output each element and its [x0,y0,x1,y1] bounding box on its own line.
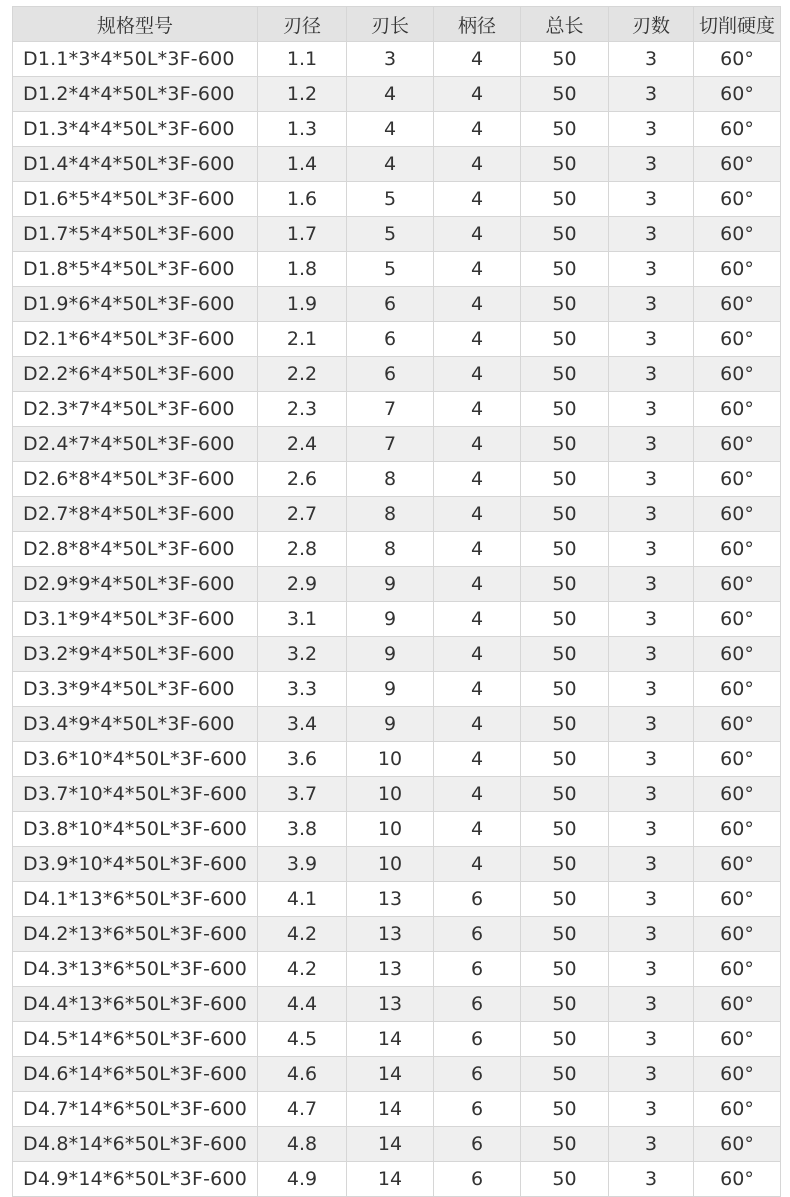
cutting-hardness-cell: 60° [694,1022,781,1057]
table-row [13,532,781,567]
blade-length-cell: 8 [347,532,434,567]
blade-diameter-cell: 3.7 [258,777,347,812]
cutting-hardness-cell: 60° [694,287,781,322]
cutting-hardness-cell: 60° [694,392,781,427]
flute-count-cell: 3 [609,847,694,882]
flute-count-cell: 3 [609,1057,694,1092]
blade-diameter-cell: 2.1 [258,322,347,357]
table-body [13,42,781,1197]
cutting-hardness-cell: 60° [694,1092,781,1127]
flute-count-cell: 3 [609,742,694,777]
cutting-hardness-cell: 60° [694,987,781,1022]
shank-diameter-cell: 6 [434,987,521,1022]
total-length-cell: 50 [521,882,609,917]
cutting-hardness-cell: 60° [694,672,781,707]
model-cell: D1.3*4*4*50L*3F-600 [13,112,258,147]
total-length-cell: 50 [521,287,609,322]
blade-diameter-cell: 3.6 [258,742,347,777]
total-length-cell: 50 [521,847,609,882]
total-length-cell: 50 [521,1092,609,1127]
cutting-hardness-cell: 60° [694,182,781,217]
table-row [13,462,781,497]
cutting-hardness-cell: 60° [694,252,781,287]
table-row [13,322,781,357]
flute-count-cell: 3 [609,392,694,427]
model-cell: D4.8*14*6*50L*3F-600 [13,1127,258,1162]
blade-diameter-cell: 2.8 [258,532,347,567]
flute-count-cell: 3 [609,112,694,147]
total-length-cell: 50 [521,497,609,532]
blade-diameter-cell: 2.3 [258,392,347,427]
blade-length-cell: 13 [347,882,434,917]
flute-count-cell: 3 [609,882,694,917]
blade-length-cell: 6 [347,287,434,322]
table-row [13,952,781,987]
flute-count-cell: 3 [609,987,694,1022]
model-cell: D2.1*6*4*50L*3F-600 [13,322,258,357]
cutting-hardness-cell: 60° [694,847,781,882]
flute-count-cell: 3 [609,1092,694,1127]
shank-diameter-cell: 4 [434,462,521,497]
model-cell: D2.9*9*4*50L*3F-600 [13,567,258,602]
shank-diameter-cell: 4 [434,672,521,707]
total-length-cell: 50 [521,147,609,182]
model-cell: D4.3*13*6*50L*3F-600 [13,952,258,987]
table-row [13,567,781,602]
shank-diameter-cell: 6 [434,1162,521,1197]
blade-diameter-cell: 1.7 [258,217,347,252]
blade-diameter-cell: 4.2 [258,952,347,987]
table-row [13,1022,781,1057]
flute-count-cell: 3 [609,217,694,252]
total-length-cell: 50 [521,602,609,637]
blade-length-cell: 7 [347,427,434,462]
blade-diameter-cell: 1.3 [258,112,347,147]
blade-diameter-cell: 2.9 [258,567,347,602]
table-row [13,1162,781,1197]
blade-diameter-cell: 4.9 [258,1162,347,1197]
blade-length-cell: 5 [347,252,434,287]
flute-count-cell: 3 [609,462,694,497]
cutting-hardness-cell: 60° [694,567,781,602]
cutting-hardness-cell: 60° [694,217,781,252]
total-length-cell: 50 [521,777,609,812]
cutting-hardness-cell: 60° [694,777,781,812]
cutting-hardness-cell: 60° [694,497,781,532]
flute-count-cell: 3 [609,322,694,357]
flute-count-cell: 3 [609,917,694,952]
shank-diameter-cell: 4 [434,777,521,812]
table-row [13,42,781,77]
table-row [13,182,781,217]
cutting-hardness-cell: 60° [694,917,781,952]
spec-table [12,6,781,1197]
shank-diameter-cell: 4 [434,42,521,77]
model-cell: D3.6*10*4*50L*3F-600 [13,742,258,777]
blade-length-cell: 8 [347,497,434,532]
shank-diameter-cell: 6 [434,952,521,987]
shank-diameter-cell: 4 [434,742,521,777]
flute-count-cell: 3 [609,707,694,742]
blade-length-cell: 7 [347,392,434,427]
shank-diameter-cell: 4 [434,427,521,462]
shank-diameter-cell: 4 [434,532,521,567]
total-length-cell: 50 [521,672,609,707]
model-cell: D4.1*13*6*50L*3F-600 [13,882,258,917]
total-length-cell: 50 [521,357,609,392]
model-cell: D2.6*8*4*50L*3F-600 [13,462,258,497]
total-length-cell: 50 [521,322,609,357]
flute-count-cell: 3 [609,637,694,672]
blade-length-cell: 13 [347,987,434,1022]
total-length-cell: 50 [521,1162,609,1197]
blade-diameter-cell: 3.4 [258,707,347,742]
table-row [13,77,781,112]
model-cell: D3.8*10*4*50L*3F-600 [13,812,258,847]
cutting-hardness-cell: 60° [694,637,781,672]
total-length-cell: 50 [521,952,609,987]
total-length-cell: 50 [521,987,609,1022]
table-row [13,602,781,637]
blade-length-cell: 6 [347,322,434,357]
blade-length-cell: 9 [347,567,434,602]
model-cell: D1.7*5*4*50L*3F-600 [13,217,258,252]
flute-count-cell: 3 [609,812,694,847]
shank-diameter-cell: 4 [434,812,521,847]
blade-length-cell: 9 [347,707,434,742]
table-row [13,812,781,847]
flute-count-cell: 3 [609,252,694,287]
table-row [13,427,781,462]
blade-length-cell: 14 [347,1092,434,1127]
header-row [13,7,781,42]
table-row [13,707,781,742]
total-length-cell: 50 [521,182,609,217]
blade-length-cell: 6 [347,357,434,392]
model-cell: D2.7*8*4*50L*3F-600 [13,497,258,532]
flute-count-cell: 3 [609,532,694,567]
shank-diameter-cell: 4 [434,497,521,532]
total-length-cell: 50 [521,77,609,112]
total-length-cell: 50 [521,1127,609,1162]
model-cell: D3.9*10*4*50L*3F-600 [13,847,258,882]
blade-length-cell: 9 [347,672,434,707]
model-cell: D4.6*14*6*50L*3F-600 [13,1057,258,1092]
shank-diameter-cell: 4 [434,357,521,392]
blade-length-cell: 4 [347,147,434,182]
flute-count-cell: 3 [609,287,694,322]
shank-diameter-cell: 6 [434,917,521,952]
blade-length-cell: 10 [347,812,434,847]
blade-length-cell: 10 [347,847,434,882]
shank-diameter-cell: 6 [434,1092,521,1127]
model-cell: D3.7*10*4*50L*3F-600 [13,777,258,812]
total-length-cell: 50 [521,917,609,952]
total-length-cell: 50 [521,742,609,777]
cutting-hardness-cell: 60° [694,602,781,637]
table-header [13,7,781,42]
header-blade-diameter: 刃径 [258,7,347,42]
flute-count-cell: 3 [609,1127,694,1162]
shank-diameter-cell: 4 [434,182,521,217]
blade-length-cell: 4 [347,77,434,112]
flute-count-cell: 3 [609,672,694,707]
cutting-hardness-cell: 60° [694,532,781,567]
shank-diameter-cell: 4 [434,147,521,182]
flute-count-cell: 3 [609,182,694,217]
table-row [13,112,781,147]
table-row [13,252,781,287]
blade-length-cell: 4 [347,112,434,147]
blade-diameter-cell: 4.7 [258,1092,347,1127]
blade-diameter-cell: 4.6 [258,1057,347,1092]
blade-diameter-cell: 1.1 [258,42,347,77]
flute-count-cell: 3 [609,777,694,812]
model-cell: D1.9*6*4*50L*3F-600 [13,287,258,322]
blade-length-cell: 13 [347,917,434,952]
header-model: 规格型号 [13,7,258,42]
blade-diameter-cell: 4.1 [258,882,347,917]
shank-diameter-cell: 4 [434,707,521,742]
total-length-cell: 50 [521,812,609,847]
cutting-hardness-cell: 60° [694,357,781,392]
model-cell: D3.2*9*4*50L*3F-600 [13,637,258,672]
blade-diameter-cell: 4.4 [258,987,347,1022]
total-length-cell: 50 [521,1022,609,1057]
table-row [13,392,781,427]
model-cell: D1.1*3*4*50L*3F-600 [13,42,258,77]
table-row [13,217,781,252]
model-cell: D4.9*14*6*50L*3F-600 [13,1162,258,1197]
table-row [13,777,781,812]
shank-diameter-cell: 4 [434,602,521,637]
cutting-hardness-cell: 60° [694,1162,781,1197]
model-cell: D1.2*4*4*50L*3F-600 [13,77,258,112]
model-cell: D4.7*14*6*50L*3F-600 [13,1092,258,1127]
total-length-cell: 50 [521,42,609,77]
shank-diameter-cell: 4 [434,77,521,112]
total-length-cell: 50 [521,392,609,427]
flute-count-cell: 3 [609,1162,694,1197]
model-cell: D4.4*13*6*50L*3F-600 [13,987,258,1022]
cutting-hardness-cell: 60° [694,322,781,357]
blade-diameter-cell: 3.2 [258,637,347,672]
blade-diameter-cell: 3.9 [258,847,347,882]
cutting-hardness-cell: 60° [694,882,781,917]
table-row [13,1057,781,1092]
flute-count-cell: 3 [609,77,694,112]
blade-diameter-cell: 1.6 [258,182,347,217]
shank-diameter-cell: 4 [434,322,521,357]
table-row [13,1127,781,1162]
flute-count-cell: 3 [609,567,694,602]
blade-diameter-cell: 2.2 [258,357,347,392]
model-cell: D1.8*5*4*50L*3F-600 [13,252,258,287]
flute-count-cell: 3 [609,427,694,462]
blade-length-cell: 9 [347,602,434,637]
blade-diameter-cell: 1.4 [258,147,347,182]
table-row [13,357,781,392]
header-shank-diameter: 柄径 [434,7,521,42]
blade-length-cell: 9 [347,637,434,672]
total-length-cell: 50 [521,427,609,462]
shank-diameter-cell: 4 [434,567,521,602]
cutting-hardness-cell: 60° [694,112,781,147]
total-length-cell: 50 [521,252,609,287]
shank-diameter-cell: 4 [434,112,521,147]
table-row [13,497,781,532]
blade-diameter-cell: 2.7 [258,497,347,532]
blade-diameter-cell: 4.8 [258,1127,347,1162]
blade-length-cell: 14 [347,1022,434,1057]
flute-count-cell: 3 [609,1022,694,1057]
model-cell: D3.1*9*4*50L*3F-600 [13,602,258,637]
model-cell: D2.8*8*4*50L*3F-600 [13,532,258,567]
blade-length-cell: 3 [347,42,434,77]
cutting-hardness-cell: 60° [694,42,781,77]
total-length-cell: 50 [521,637,609,672]
blade-length-cell: 8 [347,462,434,497]
model-cell: D3.4*9*4*50L*3F-600 [13,707,258,742]
model-cell: D2.4*7*4*50L*3F-600 [13,427,258,462]
header-cutting-hardness: 切削硬度 [694,7,781,42]
flute-count-cell: 3 [609,42,694,77]
table-row [13,1092,781,1127]
blade-diameter-cell: 1.9 [258,287,347,322]
model-cell: D3.3*9*4*50L*3F-600 [13,672,258,707]
cutting-hardness-cell: 60° [694,812,781,847]
cutting-hardness-cell: 60° [694,147,781,182]
cutting-hardness-cell: 60° [694,742,781,777]
model-cell: D4.5*14*6*50L*3F-600 [13,1022,258,1057]
total-length-cell: 50 [521,707,609,742]
total-length-cell: 50 [521,1057,609,1092]
total-length-cell: 50 [521,217,609,252]
table-row [13,987,781,1022]
cutting-hardness-cell: 60° [694,1057,781,1092]
shank-diameter-cell: 4 [434,287,521,322]
blade-length-cell: 5 [347,217,434,252]
table-row [13,672,781,707]
table-row [13,147,781,182]
blade-length-cell: 10 [347,777,434,812]
total-length-cell: 50 [521,462,609,497]
blade-diameter-cell: 4.5 [258,1022,347,1057]
header-total-length: 总长 [521,7,609,42]
model-cell: D1.6*5*4*50L*3F-600 [13,182,258,217]
model-cell: D4.2*13*6*50L*3F-600 [13,917,258,952]
cutting-hardness-cell: 60° [694,1127,781,1162]
shank-diameter-cell: 6 [434,882,521,917]
table-row [13,742,781,777]
blade-length-cell: 5 [347,182,434,217]
cutting-hardness-cell: 60° [694,462,781,497]
blade-diameter-cell: 1.2 [258,77,347,112]
table-row [13,847,781,882]
shank-diameter-cell: 4 [434,637,521,672]
table-row [13,637,781,672]
cutting-hardness-cell: 60° [694,952,781,987]
shank-diameter-cell: 6 [434,1022,521,1057]
blade-diameter-cell: 3.1 [258,602,347,637]
flute-count-cell: 3 [609,602,694,637]
shank-diameter-cell: 4 [434,217,521,252]
total-length-cell: 50 [521,567,609,602]
blade-length-cell: 14 [347,1127,434,1162]
blade-diameter-cell: 1.8 [258,252,347,287]
blade-diameter-cell: 3.3 [258,672,347,707]
model-cell: D1.4*4*4*50L*3F-600 [13,147,258,182]
header-flute-count: 刃数 [609,7,694,42]
blade-length-cell: 14 [347,1162,434,1197]
total-length-cell: 50 [521,532,609,567]
model-cell: D2.2*6*4*50L*3F-600 [13,357,258,392]
table-row [13,287,781,322]
shank-diameter-cell: 4 [434,392,521,427]
flute-count-cell: 3 [609,357,694,392]
cutting-hardness-cell: 60° [694,427,781,462]
blade-diameter-cell: 2.4 [258,427,347,462]
shank-diameter-cell: 6 [434,1057,521,1092]
blade-diameter-cell: 2.6 [258,462,347,497]
shank-diameter-cell: 6 [434,1127,521,1162]
shank-diameter-cell: 4 [434,252,521,287]
total-length-cell: 50 [521,112,609,147]
blade-length-cell: 14 [347,1057,434,1092]
blade-diameter-cell: 3.8 [258,812,347,847]
flute-count-cell: 3 [609,147,694,182]
model-cell: D2.3*7*4*50L*3F-600 [13,392,258,427]
flute-count-cell: 3 [609,497,694,532]
blade-length-cell: 13 [347,952,434,987]
table-row [13,917,781,952]
cutting-hardness-cell: 60° [694,77,781,112]
table-row [13,882,781,917]
blade-diameter-cell: 4.2 [258,917,347,952]
header-blade-length: 刃长 [347,7,434,42]
blade-length-cell: 10 [347,742,434,777]
shank-diameter-cell: 4 [434,847,521,882]
flute-count-cell: 3 [609,952,694,987]
cutting-hardness-cell: 60° [694,707,781,742]
